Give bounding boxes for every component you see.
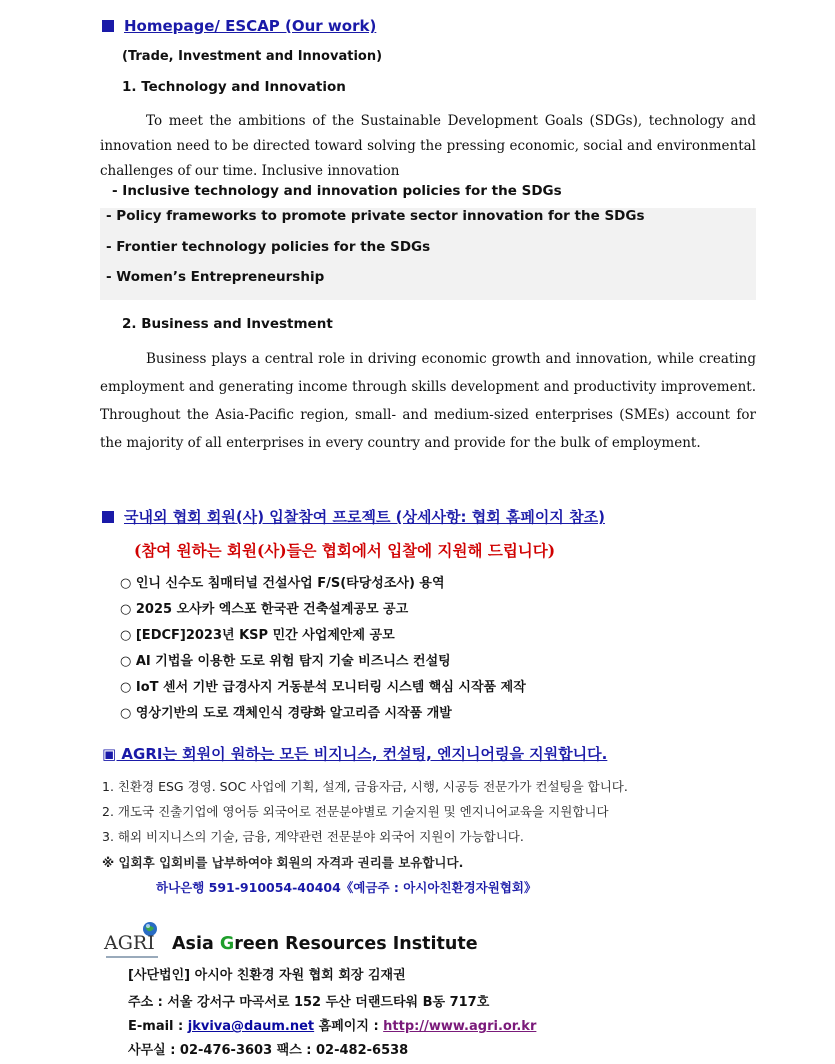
org-korean-name: [사단법인] 아시아 친환경 자원 협회 회장 김재권	[128, 968, 406, 983]
logo-tagline-line	[106, 956, 158, 958]
bullet-item: - Inclusive technology and innovation policies for the SDGs	[112, 183, 562, 199]
section-subtitle: (Trade, Investment and Innovation)	[122, 49, 383, 64]
project-item: ○ IoT 센서 기반 급경사지 거동분석 모니터링 시스템 핵심 시작품 제작	[120, 680, 526, 695]
section-heading-projects: 국내외 협회 회원(사) 입찰참여 프로젝트 (상세사항: 협회 홈페이지 참조)	[102, 506, 605, 527]
bullet-item: - Frontier technology policies for the SDGs	[106, 239, 431, 255]
item1-paragraph: To meet the ambitions of the Sustainable Development Goals (SDGs), technology and innovation need to be directed toward solving the pressing economic, social and environmental challenges of our time. Inclusive innovation	[100, 113, 756, 179]
org-name: Asia Green Resources Institute	[172, 934, 478, 954]
logo-text: AGRI	[104, 932, 155, 954]
item2-paragraph: Business plays a central role in driving economic growth and innovation, while creating employment and generating income through skills development and productivity improvement. Throughout the Asia-Pacific region, small- and medium-sized enterprises (SMEs) account for the majority of all enterprises in every country and provide for the bulk of employment.	[100, 351, 756, 451]
phone-fax: 사무실 : 02-476-3603 팩스 : 02-482-6538	[128, 1043, 409, 1058]
square-bullet-icon	[102, 20, 114, 32]
bullet-item: - Women’s Entrepreneurship	[106, 269, 325, 285]
section-heading-escap: Homepage/ ESCAP (Our work)	[102, 17, 376, 35]
service-item: 2. 개도국 진출기업에 영어등 외국어로 전문분야별로 기술지원 및 엔지니어교육을 지원합니다	[102, 804, 609, 819]
service-item: 3. 해외 비지니스의 기술, 금융, 계약관련 전문분야 외국어 지원이 가능합니다.	[102, 829, 524, 844]
project-item: ○ 인니 신수도 침매터널 건설사업 F/S(타당성조사) 용역	[120, 576, 445, 591]
agri-logo	[104, 920, 164, 962]
project-item: ○ 2025 오사카 엑스포 한국관 건축설계공모 공고	[120, 602, 409, 617]
email-link[interactable]: jkviva@daum.net	[187, 1019, 315, 1034]
homepage-link[interactable]: http://www.agri.or.kr	[383, 1019, 537, 1034]
project-item: ○ AI 기법을 이용한 도로 위험 탐지 기술 비즈니스 컨설팅	[120, 654, 451, 669]
item1-title: 1. Technology and Innovation	[122, 79, 346, 95]
section-heading-services: ▣ AGRI는 회원이 원하는 모든 비지니스, 컨설팅, 엔지니어링을 지원합니다.	[102, 745, 608, 763]
address: 주소 : 서울 강서구 마곡서로 152 두산 더랜드타워 B동 717호	[128, 995, 490, 1010]
bullet-item: - Policy frameworks to promote private sector innovation for the SDGs	[106, 208, 645, 224]
membership-fee-note: ※ 입회후 입회비를 납부하여야 회원의 자격과 권리를 보유합니다.	[102, 855, 464, 870]
square-bullet-icon	[102, 511, 114, 523]
project-item: ○ 영상기반의 도로 객체인식 경량화 알고리즘 시작품 개발	[120, 706, 452, 721]
contact-line: E-mail : jkviva@daum.net 홈페이지 : http://www.agri.or.kr	[128, 1019, 537, 1034]
project-item: ○ [EDCF]2023년 KSP 민간 사업제안제 공모	[120, 628, 395, 643]
participation-notice: (참여 원하는 회원(사)들은 협회에서 입찰에 지원해 드립니다)	[134, 541, 556, 560]
bank-account: 하나은행 591-910054-40404《예금주 : 아시아친환경자원협회》	[156, 880, 537, 895]
service-item: 1. 친환경 ESG 경영. SOC 사업에 기획, 설계, 금융자금, 시행, 시공등 전문가가 컨설팅을 합니다.	[102, 779, 628, 794]
item2-title: 2. Business and Investment	[122, 316, 333, 332]
